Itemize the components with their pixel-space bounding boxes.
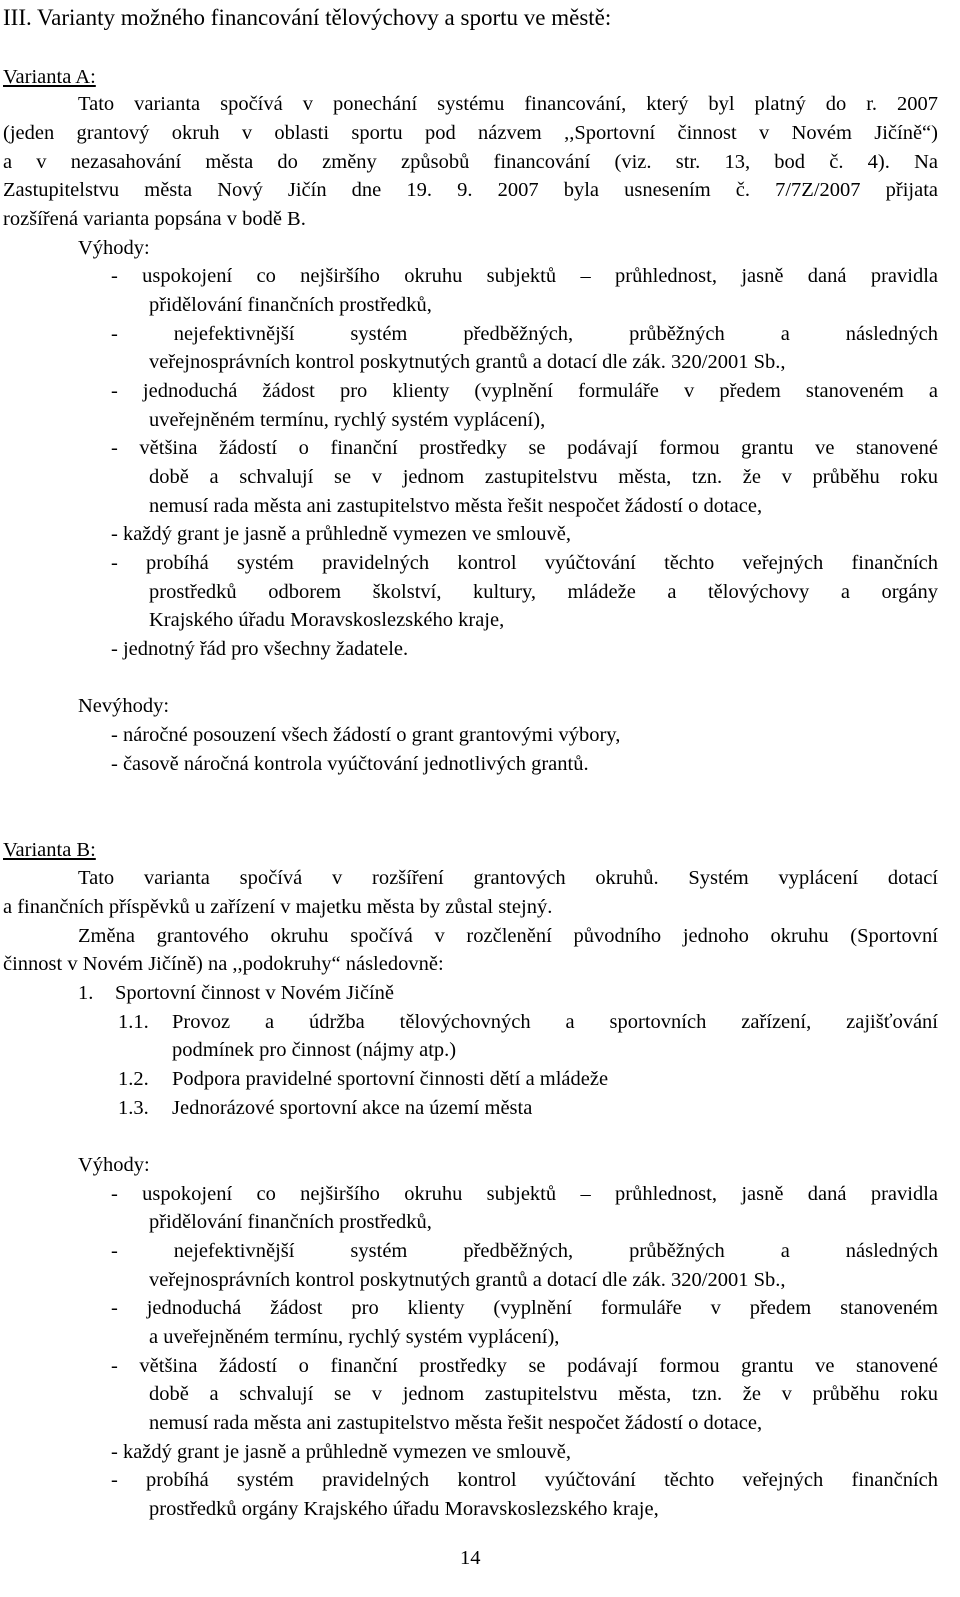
variant-b-pros-line: prostředků orgány Krajského úřadu Moravskoslezského kraje,: [149, 1498, 659, 1520]
variant-a-pros-line: přidělování finančních prostředků,: [149, 294, 432, 316]
variant-a-pros-line: - každý grant je jasně a průhledně vymezen ve smlouvě,: [111, 523, 571, 545]
variant-a-pros-line: veřejnosprávních kontrol poskytnutých grantů a dotací dle zák. 320/2001 Sb.,: [149, 351, 786, 373]
variant-b-pros-line: - nejefektivnější systém předběžných, průběžných a následných: [111, 1240, 938, 1262]
sublist-item-number: 1.1.: [118, 1011, 149, 1033]
sublist-item-text: Jednorázové sportovní akce na území města: [172, 1097, 533, 1119]
variant-a-pros-line: uveřejněném termínu, rychlý systém vyplácení),: [149, 409, 546, 431]
variant-b-pros-line: době a schvalují se v jednom zastupitelstvu města, tzn. že v průběhu roku: [149, 1383, 938, 1405]
variant-a-line: Zastupitelstvu města Nový Jičín dne 19. 9. 2007 byla usnesením č. 7/7Z/2007 přijata: [3, 179, 938, 201]
variant-a-pros-line: - jednotný řád pro všechny žadatele.: [111, 638, 409, 660]
variant-a-pros-line: Krajského úřadu Moravskoslezského kraje,: [149, 609, 505, 631]
variant-a-pros-line: nemusí rada města ani zastupitelstvo města řešit nespočet žádostí o dotace,: [149, 495, 763, 517]
sublist-item-number: 1.3.: [118, 1097, 149, 1119]
variant-a-pros-line: - uspokojení co nejširšího okruhu subjektů – průhlednost, jasně daná pravidla: [111, 265, 938, 287]
variant-b-pros-line: - jednoduchá žádost pro klienty (vyplnění formuláře v předem stanoveném: [111, 1297, 938, 1319]
variant-b-pros-line: - probíhá systém pravidelných kontrol vyúčtování těchto veřejných finančních: [111, 1469, 938, 1491]
sublist-item-text: podmínek pro činnost (nájmy atp.): [172, 1039, 457, 1061]
variant-a-pros-heading: Výhody:: [78, 237, 150, 259]
page-number: 14: [460, 1547, 481, 1569]
variant-b-pros-line: - každý grant je jasně a průhledně vymezen ve smlouvě,: [111, 1441, 571, 1463]
variant-a-heading: Varianta A:: [3, 66, 96, 88]
variant-a-line: (jeden grantový okruh v oblasti sportu pod názvem ,,Sportovní činnost v Novém Jičíně“): [3, 122, 938, 144]
variant-a-pros-line: - většina žádostí o finanční prostředky se podávají formou grantu ve stanovené: [111, 437, 938, 459]
variant-a-cons-line: - časově náročná kontrola vyúčtování jednotlivých grantů.: [111, 753, 589, 775]
variant-a-cons-line: - náročné posouzení všech žádostí o grant grantovými výbory,: [111, 724, 621, 746]
variant-a-cons-heading: Nevýhody:: [78, 695, 170, 717]
variant-b-pros-line: nemusí rada města ani zastupitelstvo města řešit nespočet žádostí o dotace,: [149, 1412, 763, 1434]
sublist-item-text: Provoz a údržba tělovýchovných a sportovních zařízení, zajišťování: [172, 1011, 938, 1033]
variant-a-pros-line: - nejefektivnější systém předběžných, průběžných a následných: [111, 323, 938, 345]
variant-a-pros-line: - jednoduchá žádost pro klienty (vyplnění formuláře v předem stanoveném a: [111, 380, 938, 402]
list-item-text: Sportovní činnost v Novém Jičíně: [115, 982, 395, 1004]
variant-b-heading: Varianta B:: [3, 839, 96, 861]
variant-a-pros-line: - probíhá systém pravidelných kontrol vyúčtování těchto veřejných finančních: [111, 552, 938, 574]
section-title: III. Varianty možného financování tělovýchovy a sportu ve městě:: [3, 5, 612, 30]
variant-b-line: Tato varianta spočívá v rozšíření grantových okruhů. Systém vyplácení dotací: [78, 867, 938, 889]
variant-a-line: a v nezasahování města do změny způsobů financování (viz. str. 13, bod č. 4). Na: [3, 151, 938, 173]
variant-b-pros-line: a uveřejněném termínu, rychlý systém vyplácení),: [149, 1326, 560, 1348]
list-item-number: 1.: [78, 982, 94, 1004]
sublist-item-number: 1.2.: [118, 1068, 149, 1090]
variant-b-pros-heading: Výhody:: [78, 1154, 150, 1176]
variant-b-pros-line: veřejnosprávních kontrol poskytnutých grantů a dotací dle zák. 320/2001 Sb.,: [149, 1269, 786, 1291]
sublist-item-text: Podpora pravidelné sportovní činnosti dětí a mládeže: [172, 1068, 609, 1090]
variant-a-line: rozšířená varianta popsána v bodě B.: [3, 208, 306, 230]
variant-b-line: Změna grantového okruhu spočívá v rozčlenění původního jednoho okruhu (Sportovní: [78, 925, 938, 947]
variant-b-line: činnost v Novém Jičíně) na ,,podokruhy“ následovně:: [3, 953, 444, 975]
variant-b-pros-line: - většina žádostí o finanční prostředky se podávají formou grantu ve stanovené: [111, 1355, 938, 1377]
variant-a-pros-line: prostředků odborem školství, kultury, mládeže a tělovýchovy a orgány: [149, 581, 938, 603]
variant-b-line: a finančních příspěvků u zařízení v majetku města by zůstal stejný.: [3, 896, 553, 918]
variant-a-pros-line: době a schvalují se v jednom zastupitelstvu města, tzn. že v průběhu roku: [149, 466, 938, 488]
variant-a-line: Tato varianta spočívá v ponechání systému financování, který byl platný do r. 2007: [78, 93, 938, 115]
variant-b-pros-line: - uspokojení co nejširšího okruhu subjektů – průhlednost, jasně daná pravidla: [111, 1183, 938, 1205]
variant-b-pros-line: přidělování finančních prostředků,: [149, 1211, 432, 1233]
